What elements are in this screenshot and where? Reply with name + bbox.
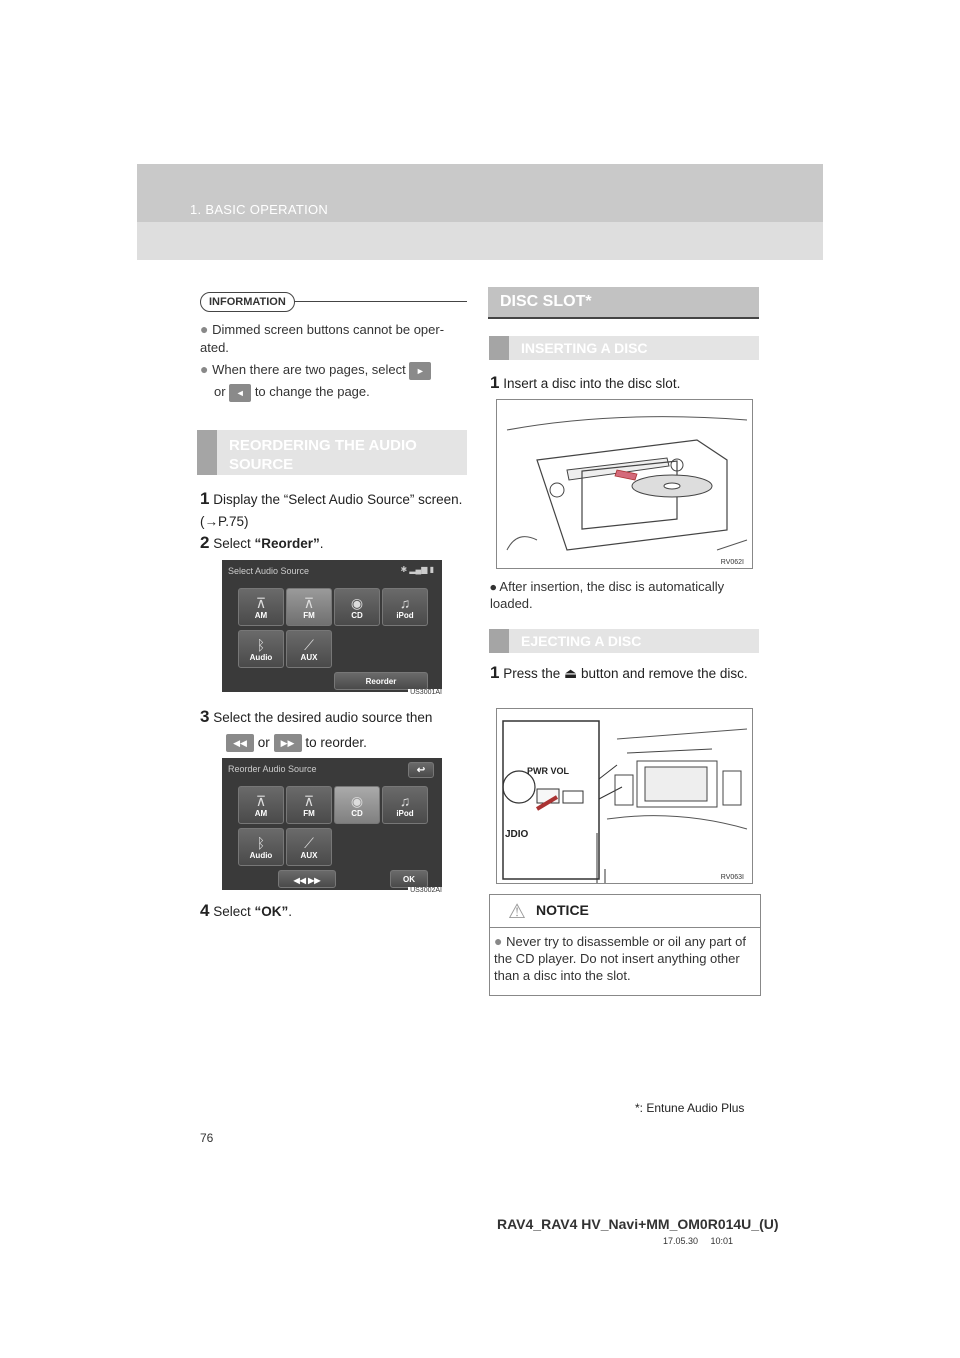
antenna-icon: ⊼ <box>303 793 315 809</box>
header-strip <box>137 222 823 260</box>
status-icons: ✱ ▂▄▆ ▮ <box>400 565 434 574</box>
figure-code: RV063I <box>720 874 744 881</box>
ok-button-label: OK <box>403 875 415 884</box>
notice-bullet <box>494 933 754 984</box>
section-bar <box>489 629 509 653</box>
antenna-icon: ⊼ <box>303 595 315 611</box>
reorder-step-1 <box>200 488 468 533</box>
move-arrows-icon: ◀◀ ▶▶ <box>293 876 321 885</box>
tile-label: Audio <box>249 653 273 662</box>
section-reorder-title: REORDERING THE AUDIO SOURCE <box>229 437 417 473</box>
reorder-step-4 <box>200 900 292 923</box>
notice-divider <box>490 927 760 928</box>
header-title: 1. BASIC OPERATION <box>190 202 329 217</box>
bullet-icon: ● <box>494 933 503 949</box>
tile-aux[interactable] <box>286 630 332 668</box>
eject-step-1 <box>490 662 760 685</box>
disc-insert-illustration <box>496 399 753 569</box>
reorder-step-2 <box>200 532 324 555</box>
info-bullet-2-cont <box>214 383 370 402</box>
step-number: 4 <box>200 901 210 920</box>
step-number: 2 <box>200 533 210 552</box>
bluetooth-icon: ᛒ <box>256 637 266 653</box>
figure-code: RV062I <box>720 559 744 566</box>
tile-label: FM <box>303 809 315 818</box>
notice-text: Never try to disassemble or oil any part of the CD player. Do not insert anything other than a disc into the slot. <box>494 934 746 983</box>
figure-code: US3001AI <box>410 689 442 696</box>
reorder-step-3-cont <box>226 732 367 754</box>
move-back-icon: ◀◀ <box>226 734 254 752</box>
insert-step-1-text: Insert a disc into the disc slot. <box>503 376 681 391</box>
tile-label: AM <box>254 809 268 818</box>
page-number: 76 <box>200 1131 214 1145</box>
notice-title: NOTICE <box>536 902 589 918</box>
subsection-ejecting-title: EJECTING A DISC <box>521 633 642 649</box>
info-bullet-2-text-c: to change the page. <box>254 384 370 399</box>
section-bar <box>489 336 509 360</box>
tile-fm[interactable] <box>286 588 332 626</box>
tile-fm[interactable] <box>286 786 332 824</box>
disc-icon: ◉ <box>350 793 364 809</box>
screen-title: Select Audio Source <box>228 566 310 576</box>
reorder-button-label: Reorder <box>365 677 397 686</box>
panel-label: PWR VOL <box>527 766 569 776</box>
reorder-button[interactable] <box>334 672 428 690</box>
move-forward-icon: ▶▶ <box>274 734 302 752</box>
disc-eject-drawing <box>497 709 752 883</box>
ok-button[interactable] <box>390 870 428 888</box>
footnote: *: Entune Audio Plus <box>635 1101 745 1115</box>
reorder-step-4-text: Select <box>213 904 255 919</box>
reorder-step-3-text: Select the desired audio source then <box>213 710 433 725</box>
reorder-step-3-or: or <box>257 735 270 750</box>
information-badge: INFORMATION <box>200 292 295 312</box>
bullet-icon: ● <box>200 361 209 377</box>
aux-cable-icon: ⟋ <box>304 835 314 851</box>
reorder-step-2-bold: “Reorder” <box>254 536 320 551</box>
info-bullet-2-text-a: When there are two pages, select <box>212 362 406 377</box>
step-number: 1 <box>200 489 210 508</box>
tile-label: Audio <box>249 851 273 860</box>
insert-step-1 <box>490 372 680 395</box>
step-number: 1 <box>490 663 500 682</box>
tile-label: AM <box>254 611 268 620</box>
page-header <box>137 164 823 260</box>
disc-eject-illustration <box>496 708 753 884</box>
section-disc-slot-title: DISC SLOT* <box>500 293 592 310</box>
tile-ipod[interactable] <box>382 786 428 824</box>
tile-label: AUX <box>300 851 318 860</box>
reorder-step-3 <box>200 706 468 729</box>
tile-bluetooth-audio[interactable] <box>238 828 284 866</box>
music-note-icon: ♫ <box>399 793 411 809</box>
move-buttons[interactable] <box>278 870 336 888</box>
reorder-step-4-bold: “OK” <box>254 904 289 919</box>
tile-label: FM <box>303 611 315 620</box>
subsection-inserting-header <box>489 336 759 360</box>
reorder-step-1-text: Display the “Select Audio Source” screen. (→P.75) <box>200 492 463 529</box>
subsection-inserting-title: INSERTING A DISC <box>521 340 648 356</box>
step-number: 3 <box>200 707 210 726</box>
prev-page-icon: ◄ <box>229 384 251 402</box>
tile-am[interactable] <box>238 588 284 626</box>
reorder-step-2-post: . <box>319 536 324 551</box>
section-disc-slot-header <box>488 287 759 319</box>
notice-box <box>489 894 761 996</box>
next-page-icon: ► <box>409 362 431 380</box>
section-bar <box>197 430 217 475</box>
step-number: 1 <box>490 373 500 392</box>
section-reorder-header <box>197 430 467 475</box>
info-bullet-2-text-b: or <box>214 384 226 399</box>
reorder-step-4-post: . <box>288 904 293 919</box>
tile-am[interactable] <box>238 786 284 824</box>
tile-label: CD <box>351 611 363 620</box>
bullet-icon: ● <box>200 321 209 337</box>
disc-icon: ◉ <box>350 595 364 611</box>
figure-code: US3002AI <box>410 887 442 894</box>
back-button[interactable] <box>408 762 434 778</box>
reorder-audio-source-screen <box>222 758 442 894</box>
insert-note <box>490 578 760 612</box>
reorder-step-2-text: Select <box>213 536 255 551</box>
disc-insert-drawing <box>497 400 752 568</box>
info-bullet-1 <box>200 320 468 357</box>
eject-icon: ⏏ <box>564 665 578 681</box>
tile-aux[interactable] <box>286 828 332 866</box>
tile-cd[interactable] <box>334 588 380 626</box>
music-note-icon: ♫ <box>399 595 411 611</box>
tile-label: iPod <box>396 611 414 620</box>
eject-step-1-text-a: Press the <box>503 666 561 681</box>
print-timestamp: 17.05.30 10:01 <box>663 1236 734 1246</box>
select-audio-source-screen <box>222 560 442 696</box>
bullet-icon: ⦁ <box>490 579 497 594</box>
screen-title: Reorder Audio Source <box>228 764 317 774</box>
panel-label-2: JDIO <box>505 829 529 840</box>
bluetooth-icon: ᛒ <box>256 835 266 851</box>
info-bullet-1-text: Dimmed screen buttons cannot be oper-ated. <box>200 322 445 355</box>
antenna-icon: ⊼ <box>255 793 267 809</box>
info-bullet-2 <box>200 360 468 380</box>
aux-cable-icon: ⟋ <box>304 637 314 653</box>
subsection-ejecting-header <box>489 629 759 653</box>
tile-label: iPod <box>396 809 414 818</box>
reorder-step-3-text-b: to reorder. <box>305 735 367 750</box>
tile-cd-selected[interactable] <box>334 786 380 824</box>
antenna-icon: ⊼ <box>255 595 267 611</box>
tile-label: AUX <box>300 653 318 662</box>
tile-label: CD <box>351 809 363 818</box>
back-arrow-icon: ↩ <box>416 765 426 776</box>
insert-note-text: After insertion, the disc is automatically loaded. <box>490 579 725 611</box>
warning-icon: ⚠ <box>508 901 526 923</box>
eject-step-1-text-b: button and remove the disc. <box>581 666 748 681</box>
document-id: RAV4_RAV4 HV_Navi+MM_OM0R014U_(U) <box>497 1216 779 1232</box>
tile-ipod[interactable] <box>382 588 428 626</box>
tile-bluetooth-audio[interactable] <box>238 630 284 668</box>
